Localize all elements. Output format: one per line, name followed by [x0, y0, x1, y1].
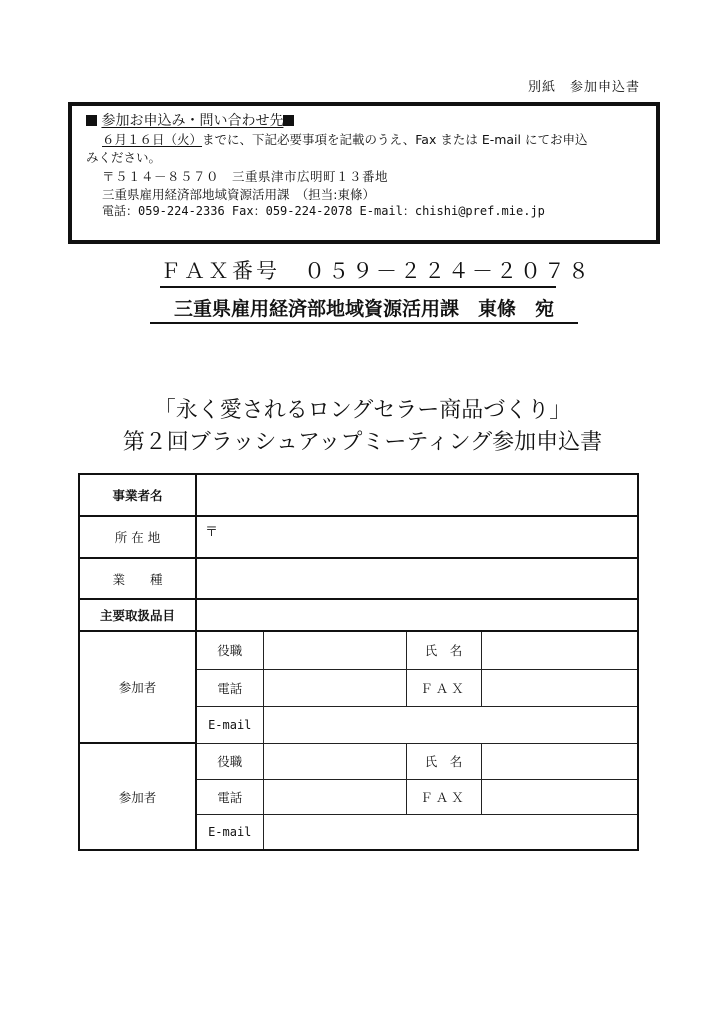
deadline-line [102, 130, 587, 148]
fax-number-heading: ＦＡＸ番号 ０５９－２２４－２０７８ [160, 255, 556, 288]
postal-mark: 〒 [205, 525, 219, 540]
business-name-input[interactable] [196, 474, 638, 516]
participant2-position-label: 役職 [196, 743, 263, 779]
participant1-label: 参加者 [79, 631, 196, 743]
participant2-name-input[interactable] [481, 743, 638, 779]
postal-address: 〒５１４－８５７０ 三重県津市広明町１３番地 [102, 169, 389, 184]
contact-info-box [68, 102, 660, 244]
participant2-phone-label: 電話 [196, 779, 263, 814]
participant1-fax-input[interactable] [481, 669, 638, 706]
participant1-fax-label: ＦＡＸ [406, 669, 481, 706]
main-products-input[interactable] [196, 599, 638, 631]
participant1-email-label: E-mail [196, 706, 263, 743]
deadline-date: ６月１６日（火） [102, 132, 203, 147]
form-title-line1: 「永く愛されるロングセラー商品づくり」 [153, 398, 572, 423]
industry-input[interactable] [196, 558, 638, 599]
participant1-name-input[interactable] [481, 631, 638, 669]
form-title-line2: 第２回ブラッシュアップミーティング参加申込書 [122, 430, 603, 455]
addressee-heading: 三重県雇用経済部地域資源活用課 東條 宛 [150, 294, 578, 324]
contact-box-title [86, 110, 294, 130]
participant1-phone-input[interactable] [263, 669, 406, 706]
department-name: 三重県雇用経済部地域資源活用課 （担当:東條） [102, 187, 375, 202]
participant2-label: 参加者 [79, 743, 196, 850]
participant2-email-label: E-mail [196, 814, 263, 850]
black-square-icon [283, 115, 294, 126]
contact-title-text: 参加お申込み・問い合わせ先 [101, 113, 284, 129]
participant1-email-input[interactable] [263, 706, 638, 743]
deadline-continuation: みください。 [86, 150, 162, 165]
participant1-position-input[interactable] [263, 631, 406, 669]
main-products-label: 主要取扱品目 [79, 599, 196, 631]
participant1-position-label: 役職 [196, 631, 263, 669]
participant2-fax-label: ＦＡＸ [406, 779, 481, 814]
participant2-phone-input[interactable] [263, 779, 406, 814]
contact-numbers: 電話：059-224-2336 Fax：059-224-2078 E-mail：chishi@pref.mie.jp [102, 204, 545, 218]
address-label: 所 在 地 [79, 516, 196, 558]
participant2-fax-input[interactable] [481, 779, 638, 814]
attachment-label: 別紙 参加申込書 [528, 80, 641, 95]
black-square-icon [86, 115, 97, 126]
participant1-phone-label: 電話 [196, 669, 263, 706]
participant1-name-label: 氏 名 [406, 631, 481, 669]
business-name-label: 事業者名 [79, 474, 196, 516]
participant2-email-input[interactable] [263, 814, 638, 850]
application-form-table [78, 473, 639, 851]
deadline-instructions: までに、下記必要事項を記載のうえ、Fax または E-mail にてお申込 [202, 132, 588, 147]
address-input[interactable] [196, 516, 638, 558]
industry-label: 業 種 [79, 558, 196, 599]
participant2-position-input[interactable] [263, 743, 406, 779]
participant2-name-label: 氏 名 [406, 743, 481, 779]
